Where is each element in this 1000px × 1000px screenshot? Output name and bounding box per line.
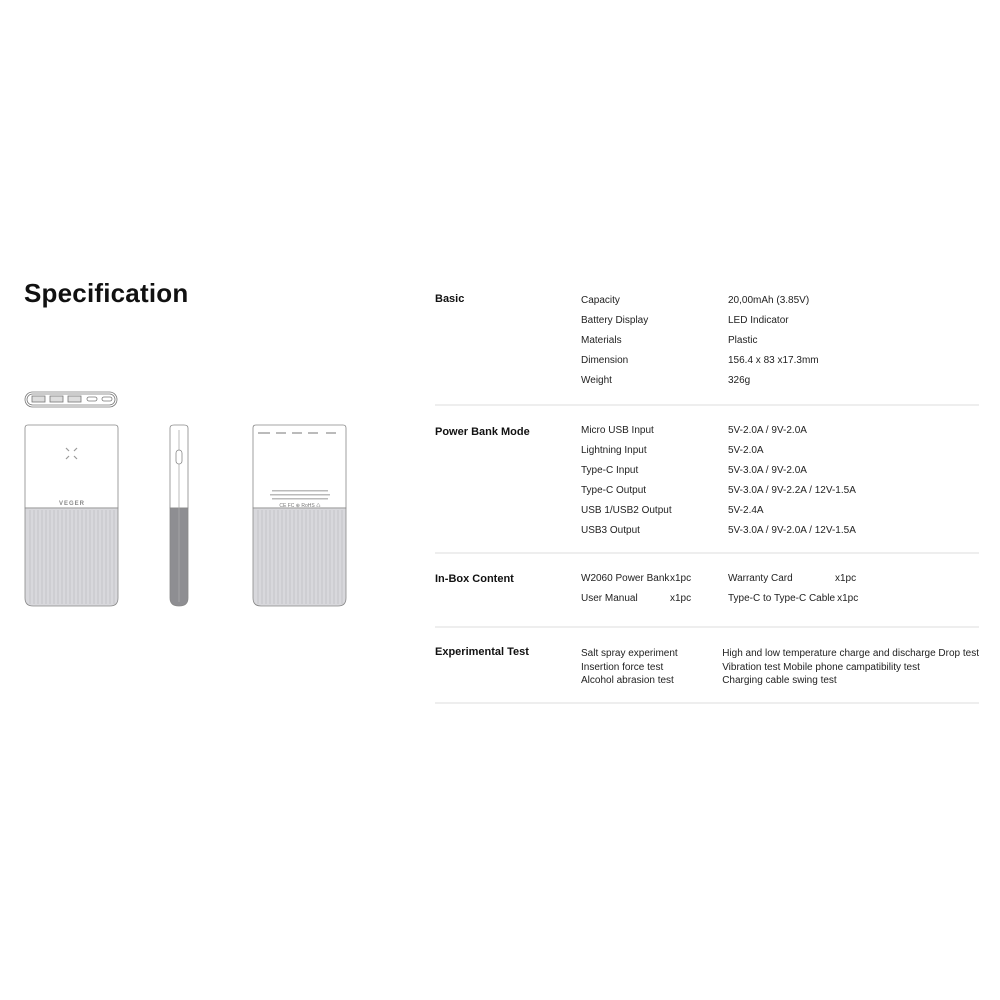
test-item: Charging cable swing test (722, 675, 837, 686)
spec-row (581, 290, 979, 310)
spec-row (581, 350, 979, 370)
spec-key: Weight (581, 374, 612, 386)
spec-key: Micro USB Input (581, 424, 654, 436)
section-label: In-Box Content (435, 573, 514, 585)
spec-key: Capacity (581, 294, 620, 306)
spec-row (581, 520, 979, 540)
spec-key: Type-C Input (581, 464, 639, 476)
spec-row (581, 330, 979, 350)
specification-table (435, 290, 979, 704)
section-label: Basic (435, 293, 465, 305)
spec-row (581, 500, 979, 520)
spec-key: Type-C Output (581, 484, 647, 496)
section-in-box-content (435, 554, 979, 628)
inbox-row (581, 568, 979, 588)
spec-row (581, 480, 979, 500)
inbox-row (581, 588, 979, 608)
spec-key: Dimension (581, 354, 629, 366)
inbox-qty: x1pc (837, 592, 859, 604)
test-column-2 (722, 647, 979, 688)
spec-row (581, 420, 979, 440)
spec-key: USB 1/USB2 Output (581, 504, 672, 516)
spec-value: 326g (728, 374, 751, 386)
brand-logo: VEGER (58, 501, 86, 507)
spec-key: Lightning Input (581, 444, 647, 456)
inbox-item: User Manual (581, 592, 638, 604)
page-title: Specification (24, 278, 189, 308)
back-view (253, 425, 346, 606)
section-label: Power Bank Mode (435, 426, 530, 438)
spec-value: 5V-3.0A / 9V-2.2A / 12V-1.5A (728, 484, 856, 496)
spec-value: Plastic (728, 334, 758, 346)
front-view (25, 425, 118, 606)
inbox-item: Warranty Card (728, 572, 793, 584)
spec-row (581, 460, 979, 480)
test-item: Salt spray experiment (581, 648, 678, 659)
test-item: Vibration test Mobile phone campatibility test (722, 661, 920, 673)
spec-row (581, 370, 979, 390)
spec-value: 5V-3.0A / 9V-2.0A / 12V-1.5A (728, 524, 856, 536)
inbox-item: Type-C to Type-C Cable (728, 592, 836, 604)
inbox-qty: x1pc (670, 592, 692, 604)
spec-value: 5V-2.4A (728, 504, 764, 516)
test-item: Alcohol abrasion test (581, 675, 674, 686)
section-experimental-test (435, 628, 979, 704)
side-view (170, 425, 188, 606)
section-basic (435, 290, 979, 406)
spec-value: 5V-3.0A / 9V-2.0A (728, 464, 807, 476)
spec-key: Battery Display (581, 314, 649, 326)
spec-value: 5V-2.0A / 9V-2.0A (728, 424, 807, 436)
certification-marks: CE FC ⊕ RoHS ♺ (279, 503, 321, 509)
spec-value: LED Indicator (728, 314, 789, 326)
product-illustration (0, 380, 380, 620)
top-ports-view (25, 392, 117, 407)
spec-key: Materials (581, 334, 622, 346)
test-column-1 (581, 647, 722, 688)
test-item: High and low temperature charge and discharge Drop test (722, 648, 979, 659)
test-item: Insertion force test (581, 661, 664, 673)
spec-value: 5V-2.0A (728, 444, 764, 456)
spec-row (581, 310, 979, 330)
section-label: Experimental Test (435, 646, 529, 658)
spec-row (581, 440, 979, 460)
spec-key: USB3 Output (581, 524, 640, 536)
spec-value: 20,00mAh (3.85V) (728, 294, 810, 306)
inbox-qty: x1pc (835, 572, 857, 584)
section-power-bank-mode (435, 406, 979, 554)
inbox-item: W2060 Power Bank (581, 572, 670, 584)
spec-value: 156.4 x 83 x17.3mm (728, 354, 819, 366)
inbox-qty: x1pc (670, 572, 692, 584)
